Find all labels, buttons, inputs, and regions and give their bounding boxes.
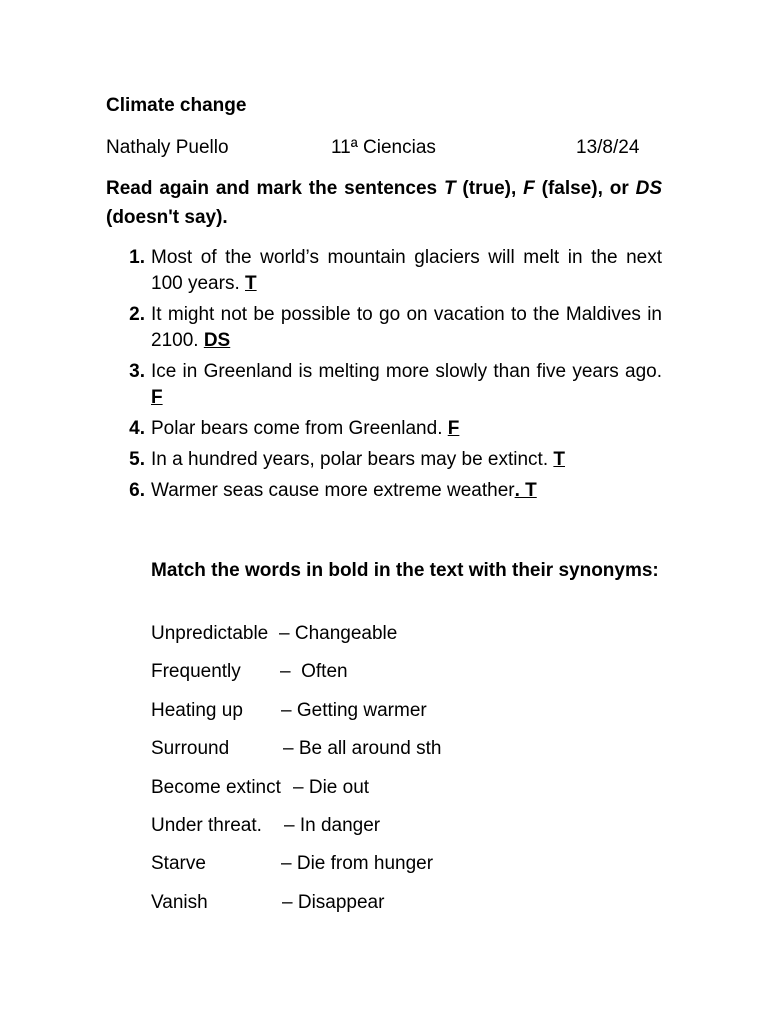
synonym-word: Heating up bbox=[151, 699, 243, 721]
question-text bbox=[151, 478, 662, 504]
instr-ds: DS bbox=[635, 178, 663, 199]
question-item bbox=[106, 416, 662, 442]
class-name: 11ª Ciencias bbox=[331, 137, 436, 158]
match-instructions: Match the words in bold in the text with their synonyms: bbox=[151, 560, 659, 581]
synonym-definition: – In danger bbox=[284, 814, 381, 836]
exercise-instructions bbox=[106, 174, 662, 232]
synonym-definition: – Changeable bbox=[279, 623, 398, 644]
instr-part1: Read again and mark the sentences bbox=[106, 178, 444, 199]
question-number: 5. bbox=[129, 449, 145, 470]
question-answer: T bbox=[553, 449, 565, 470]
synonym-row bbox=[151, 777, 671, 815]
question-number: 4. bbox=[129, 418, 145, 439]
synonym-definition: – Disappear bbox=[282, 891, 385, 913]
synonym-word: Frequently bbox=[151, 661, 241, 683]
question-text bbox=[151, 245, 662, 297]
synonym-definition: – Be all around sth bbox=[283, 738, 442, 760]
question-number: 1. bbox=[129, 247, 145, 268]
question-item bbox=[106, 359, 662, 411]
question-number: 6. bbox=[129, 480, 145, 501]
question-sentence: It might not be possible to go on vacation to the Maldives in 2100. bbox=[151, 304, 662, 351]
question-text bbox=[151, 416, 662, 442]
synonym-list bbox=[151, 623, 671, 930]
synonym-definition: – Die from hunger bbox=[281, 853, 434, 875]
question-sentence: Most of the world’s mountain glaciers will melt in the next 100 years. bbox=[151, 247, 662, 294]
student-name: Nathaly Puello bbox=[106, 137, 229, 158]
synonym-row bbox=[151, 738, 671, 776]
question-answer: T bbox=[245, 273, 257, 294]
synonym-word: Unpredictable bbox=[151, 623, 269, 644]
synonym-row bbox=[151, 661, 671, 699]
question-answer: DS bbox=[203, 330, 231, 351]
question-list bbox=[106, 245, 662, 509]
synonym-definition: – Getting warmer bbox=[281, 699, 427, 721]
synonym-word: Starve bbox=[151, 853, 206, 875]
question-text bbox=[151, 359, 662, 411]
question-answer: . T bbox=[514, 480, 537, 501]
synonym-word: Surround bbox=[151, 738, 230, 760]
question-number: 2. bbox=[129, 304, 145, 325]
question-item bbox=[106, 302, 662, 354]
synonym-row bbox=[151, 623, 671, 661]
instr-part2: (true), bbox=[455, 178, 524, 199]
synonym-row bbox=[151, 892, 671, 930]
instr-t: T bbox=[443, 178, 456, 199]
synonym-word: Vanish bbox=[151, 891, 208, 913]
instr-part3: (false), or bbox=[534, 178, 636, 199]
synonym-definition: – Die out bbox=[293, 776, 370, 798]
question-number: 3. bbox=[129, 361, 145, 382]
question-sentence: In a hundred years, polar bears may be extinct. bbox=[151, 449, 554, 470]
synonym-row bbox=[151, 853, 671, 891]
question-sentence: Ice in Greenland is melting more slowly than five years ago. bbox=[151, 361, 662, 382]
question-sentence: Polar bears come from Greenland. bbox=[151, 418, 448, 439]
instr-part4: (doesn't say). bbox=[106, 207, 228, 228]
question-item bbox=[106, 478, 662, 504]
question-item bbox=[106, 447, 662, 473]
synonym-word: Become extinct bbox=[151, 776, 281, 798]
synonym-definition: – Often bbox=[280, 661, 348, 683]
question-item bbox=[106, 245, 662, 297]
synonym-word: Under threat. bbox=[151, 814, 262, 836]
question-sentence: Warmer seas cause more extreme weather bbox=[151, 480, 515, 501]
question-answer: F bbox=[447, 418, 460, 439]
page-title: Climate change bbox=[106, 95, 247, 116]
instr-f: F bbox=[523, 178, 535, 199]
synonym-row bbox=[151, 815, 671, 853]
question-text bbox=[151, 447, 662, 473]
question-answer: F bbox=[151, 387, 163, 408]
synonym-row bbox=[151, 700, 671, 738]
date: 13/8/24 bbox=[576, 137, 640, 158]
question-text bbox=[151, 302, 662, 354]
